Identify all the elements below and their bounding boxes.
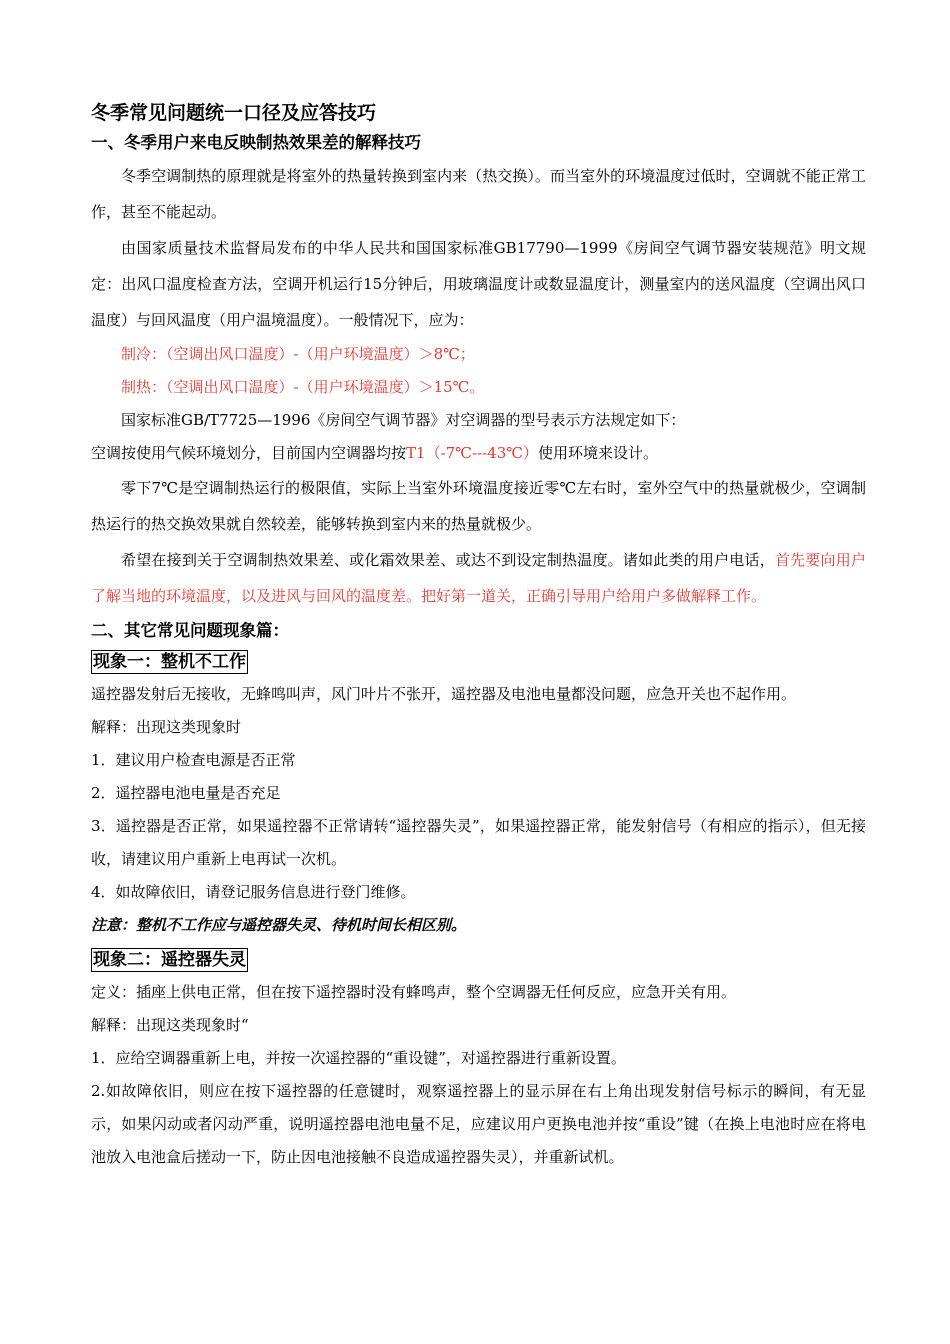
case1-item-3: 3．遥控器是否正常，如果遥控器不正常请转“遥控器失灵”，如果遥控器正常，能发射信号（有相应的指示），但无接收，请建议用户重新上电再试一次机。 [91,817,866,868]
case1-item-4: 4．如故障依旧，请登记服务信息进行登门维修。 [91,883,416,901]
document-page [91,98,866,1174]
case2-item-2: 2.如故障依旧，则应在按下遥控器的任意键时，观察遥控器上的显示屏在右上角出现发射信号标示的瞬间，有无显示，如果闪动或者闪动严重，说明遥控器电池电量不足，应建议用户更换电池并按“重设”键（在换上电池时应在将电池放入电池盒后搓动一下，防止因电池接触不良造成遥控器失灵），并重新试机。 [91,1082,866,1166]
p4-text-b: 使用环境来设计。 [538,444,659,462]
section1-paragraph-2: 由国家质量技术监督局发布的中华人民共和国国家标准GB17790—1999《房间空气调节器安装规范》明文规定：出风口温度检查方法，空调开机运行15分钟后，用玻璃温度计或数显温度计，测量室内的送风温度（空调出风口温度）与回风温度（用户温境温度）。一般情况下，应为： [91,239,866,329]
cooling-formula: 制冷：（空调出风口温度）-（用户环境温度）＞8℃； [121,345,475,363]
heating-formula: 制热：（空调出风口温度）-（用户环境温度）＞15℃。 [121,378,485,396]
section1-paragraph-5: 零下7℃是空调制热运行的极限值，实际上当室外环境温度接近零℃左右时，室外空气中的热量就极少，空调制热运行的热交换效果就自然较差，能够转换到室内来的热量就极少。 [91,479,866,533]
case1-description: 遥控器发射后无接收，无蜂鸣叫声，风门叶片不张开，遥控器及电池电量都没问题，应急开关也不起作用。 [91,685,797,703]
section1-paragraph-1: 冬季空调制热的原理就是将室外的热量转换到室内来（热交换）。而当室外的环境温度过低时，空调就不能正常工作，甚至不能起动。 [91,167,866,221]
case2-heading: 现象二：遥控器失灵 [93,950,246,970]
section2-heading: 二、其它常见问题现象篇： [91,621,289,640]
case2-explain: 解释：出现这类现象时“ [91,1016,249,1034]
p6-highlight: 首先要向用户了解当地的环境温度，以及进风与回风的温度差。把好第一道关，正确引导用户给用户多做解释工作。 [91,551,866,605]
case1-explain: 解释：出现这类现象时 [91,718,242,736]
case2-item-1: 1．应给空调器重新上电，并按一次遥控器的“重设键”，对遥控器进行重新设置。 [91,1049,626,1067]
section1-paragraph-4 [91,437,866,470]
case1-item-1: 1．建议用户检查电源是否正常 [91,751,296,769]
section1-paragraph-3: 国家标准GB/T7725—1996《房间空气调节器》对空调器的型号表示方法规定如下： [121,411,686,429]
p4-text-a: 空调按使用气候环境划分，目前国内空调器均按 [91,444,407,462]
t1-range: T1（-7℃---43℃） [406,444,539,462]
case1-heading: 现象一：整机不工作 [93,652,246,672]
document-title: 冬季常见问题统一口径及应答技巧 [91,102,377,124]
section1-heading: 一、冬季用户来电反映制热效果差的解释技巧 [91,133,421,152]
p6-text-a: 希望在接到关于空调制热效果差、或化霜效果差、或达不到设定制热温度。诸如此类的用户电话， [121,551,775,569]
case2-definition: 定义：插座上供电正常，但在按下遥控器时没有蜂鸣声，整个空调器无任何反应，应急开关有用。 [91,983,737,1001]
case1-note: 注意：整机不工作应与遥控器失灵、待机时间长相区别。 [91,916,467,934]
case1-item-2: 2．遥控器电池电量是否充足 [91,784,281,802]
section1-paragraph-6 [91,542,866,614]
